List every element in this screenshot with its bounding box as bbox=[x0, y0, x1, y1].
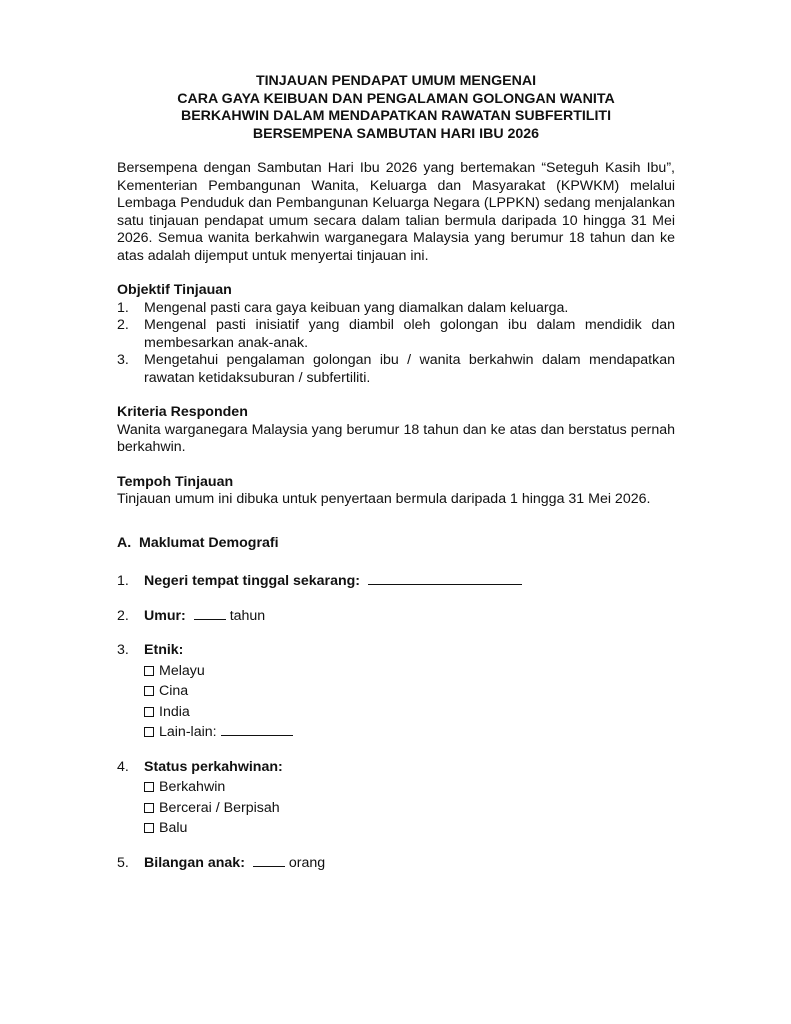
anak-suffix: orang bbox=[288, 854, 326, 871]
question-negeri bbox=[117, 571, 675, 592]
question-label: Umur: bbox=[144, 607, 186, 624]
tempoh-section bbox=[117, 474, 675, 509]
umur-answer-blank[interactable] bbox=[194, 607, 226, 620]
option-label: Cina bbox=[159, 683, 189, 699]
checkbox[interactable] bbox=[144, 686, 154, 696]
question-bilangan-anak bbox=[117, 853, 675, 874]
checkbox[interactable] bbox=[144, 727, 154, 737]
tempoh-text: Tinjauan umum ini dibuka untuk penyertaan bermula daripada 1 hingga 31 Mei 2026. bbox=[117, 491, 651, 507]
objektif-item-number: 1. bbox=[117, 299, 129, 316]
objektif-item bbox=[117, 317, 675, 352]
option-label: Melayu bbox=[159, 662, 205, 679]
question-number: 3. bbox=[117, 642, 129, 658]
section-a-title: Maklumat Demografi bbox=[139, 534, 279, 551]
question-number: 1. bbox=[117, 573, 129, 589]
question-number: 5. bbox=[117, 854, 129, 871]
checkbox[interactable] bbox=[144, 666, 154, 676]
document-page bbox=[117, 73, 675, 873]
section-a-letter: A. bbox=[117, 534, 132, 551]
question-label: Status perkahwinan: bbox=[144, 758, 283, 775]
checkbox[interactable] bbox=[144, 707, 154, 717]
etnik-options bbox=[144, 661, 675, 743]
checkbox[interactable] bbox=[144, 782, 154, 792]
option-label: Berkahwin bbox=[159, 779, 226, 795]
etnik-option bbox=[144, 661, 675, 682]
negeri-answer-blank[interactable] bbox=[368, 572, 522, 585]
kriteria-text: Wanita warganegara Malaysia yang berumur 18 tahun dan ke atas dan berstatus pernah berkahwin. bbox=[117, 421, 675, 455]
objektif-item-text: Mengenal pasti cara gaya keibuan yang diamalkan dalam keluarga. bbox=[144, 299, 569, 316]
option-label: India bbox=[159, 703, 190, 720]
etnik-option bbox=[144, 681, 675, 702]
title-line-3: BERKAHWIN DALAM MENDAPATKAN RAWATAN SUBFERTILITI bbox=[180, 108, 612, 124]
kriteria-section bbox=[117, 404, 675, 457]
title-line-4: BERSEMPENA SAMBUTAN HARI IBU 2026 bbox=[252, 125, 540, 142]
intro-paragraph: Bersempena dengan Sambutan Hari Ibu 2026 yang bertemakan “Seteguh Kasih Ibu”, Kementerian Pembangunan Wanita, Keluarga dan Masyarakat (KPWKM) melalui Lembaga Penduduk dan Pembangunan Keluarga Negara (LPPKN) sedang menjalankan satu tinjauan pendapat umum secara dalam talian bermula daripada 10 hingga 31 Mei 2026. Semua wanita berkahwin warganegara Malaysia yang berumur 18 tahun dan ke atas adalah dijemput untuk menyertai tinjauan ini. bbox=[117, 160, 675, 264]
umur-suffix: tahun bbox=[229, 607, 266, 624]
option-label: Bercerai / Berpisah bbox=[159, 799, 280, 816]
status-option bbox=[144, 777, 675, 798]
objektif-item-number: 2. bbox=[117, 317, 129, 333]
anak-answer-blank[interactable] bbox=[253, 854, 285, 867]
etnik-option bbox=[144, 702, 675, 723]
status-option bbox=[144, 798, 675, 819]
objektif-item-text: Mengenal pasti inisiatif yang diambil oleh golongan ibu dalam mendidik dan membesarkan anak-anak. bbox=[144, 317, 675, 351]
option-label: Balu bbox=[159, 820, 188, 836]
option-label: Lain-lain: bbox=[159, 724, 217, 740]
question-label: Etnik: bbox=[144, 642, 184, 658]
status-options bbox=[144, 777, 675, 839]
objektif-heading: Objektif Tinjauan bbox=[117, 282, 232, 298]
kriteria-heading: Kriteria Responden bbox=[117, 404, 248, 420]
section-a-heading bbox=[117, 535, 675, 553]
objektif-item-text: Mengetahui pengalaman golongan ibu / wanita berkahwin dalam mendapatkan rawatan ketidaksuburan / subfertiliti. bbox=[144, 352, 675, 386]
objektif-item-number: 3. bbox=[117, 352, 129, 368]
title-line-2: CARA GAYA KEIBUAN DAN PENGALAMAN GOLONGAN WANITA bbox=[177, 90, 615, 107]
objektif-list bbox=[117, 300, 675, 388]
status-option bbox=[144, 818, 675, 839]
question-status-perkahwinan bbox=[117, 757, 675, 839]
question-label: Bilangan anak: bbox=[144, 854, 245, 871]
etnik-option bbox=[144, 722, 675, 743]
question-number: 2. bbox=[117, 607, 129, 624]
document-title bbox=[117, 73, 675, 143]
checkbox[interactable] bbox=[144, 803, 154, 813]
question-etnik bbox=[117, 640, 675, 743]
question-umur bbox=[117, 606, 675, 627]
checkbox[interactable] bbox=[144, 823, 154, 833]
question-number: 4. bbox=[117, 758, 129, 775]
objektif-section bbox=[117, 282, 675, 387]
tempoh-heading: Tempoh Tinjauan bbox=[117, 473, 234, 490]
objektif-item bbox=[117, 300, 675, 318]
lain-lain-answer-blank[interactable] bbox=[221, 723, 293, 736]
objektif-item bbox=[117, 352, 675, 387]
question-label: Negeri tempat tinggal sekarang: bbox=[144, 573, 361, 589]
title-line-1: TINJAUAN PENDAPAT UMUM MENGENAI bbox=[255, 73, 537, 89]
